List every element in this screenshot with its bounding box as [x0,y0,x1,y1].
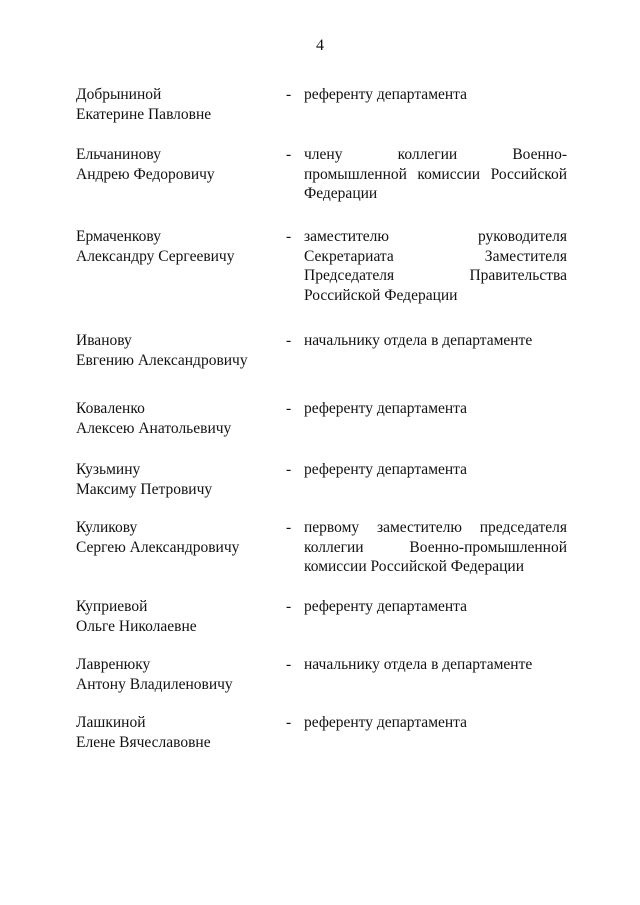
given-name: Евгению Александровичу [76,352,248,369]
position-line: референту департамента [304,598,468,615]
given-name: Алексею Анатольевичу [76,420,232,437]
position-line: заместителю руководителя [304,228,567,245]
position-line: члену коллегии Военно- [304,146,567,163]
position-line: Российской Федерации [304,286,458,304]
position-title [304,145,567,204]
dash: - [286,332,292,349]
dash: - [286,656,292,673]
position-line: референту департамента [304,461,468,478]
surname: Куприевой [76,598,148,615]
dash: - [286,714,292,731]
given-name: Максиму Петровичу [76,481,213,498]
position-line: комиссии Российской Федерации [304,558,524,575]
person-name [76,460,276,500]
given-name: Андрею Федоровичу [76,166,215,183]
person-name [76,655,276,695]
position-line: Секретариата Заместителя [304,247,567,265]
surname: Лашкиной [76,714,146,731]
position-line: Председателя Правительства [304,267,567,284]
position-line: Федерации [304,185,378,202]
dash: - [286,146,292,163]
position-title [304,518,567,577]
person-name [76,399,276,439]
person-name [76,713,276,753]
dash: - [286,228,292,245]
surname: Иванову [76,332,132,349]
position-line: начальнику отдела в департаменте [304,332,533,349]
person-name [76,227,276,267]
dash: - [286,461,292,478]
given-name: Екатерине Павловне [76,106,212,123]
position-line: начальнику отдела в департаменте [304,656,533,673]
position-line: коллегии Военно-промышленной [304,538,567,556]
page-number: 4 [316,37,324,54]
surname: Добрыниной [76,86,162,103]
given-name: Александру Сергеевичу [76,248,235,265]
surname: Ельчанинову [76,146,161,163]
given-name: Елене Вячеславовне [76,734,211,751]
position-title [304,399,567,419]
given-name: Сергею Александровичу [76,539,240,556]
position-title [304,331,567,351]
position-title [304,713,567,733]
dash: - [286,598,292,615]
person-name [76,597,276,637]
position-title [304,460,567,480]
surname: Куликову [76,519,138,536]
position-title [304,655,567,675]
dash: - [286,519,292,536]
dash: - [286,86,292,103]
position-line: первому заместителю председателя [304,519,567,536]
dash: - [286,400,292,417]
position-title [304,85,567,105]
position-line: референту департамента [304,400,468,417]
surname: Лавренюку [76,656,151,673]
surname: Кузьмину [76,461,141,478]
surname: Ермаченкову [76,228,161,245]
given-name: Антону Владиленовичу [76,676,233,693]
position-line: референту департамента [304,86,468,103]
person-name [76,145,276,185]
person-name [76,85,276,125]
person-name [76,518,276,558]
surname: Коваленко [76,400,145,417]
position-line: референту департамента [304,714,468,731]
position-line: промышленной комиссии Российской [304,165,567,183]
position-title [304,597,567,617]
position-title [304,227,567,305]
person-name [76,331,276,371]
given-name: Ольге Николаевне [76,618,197,635]
